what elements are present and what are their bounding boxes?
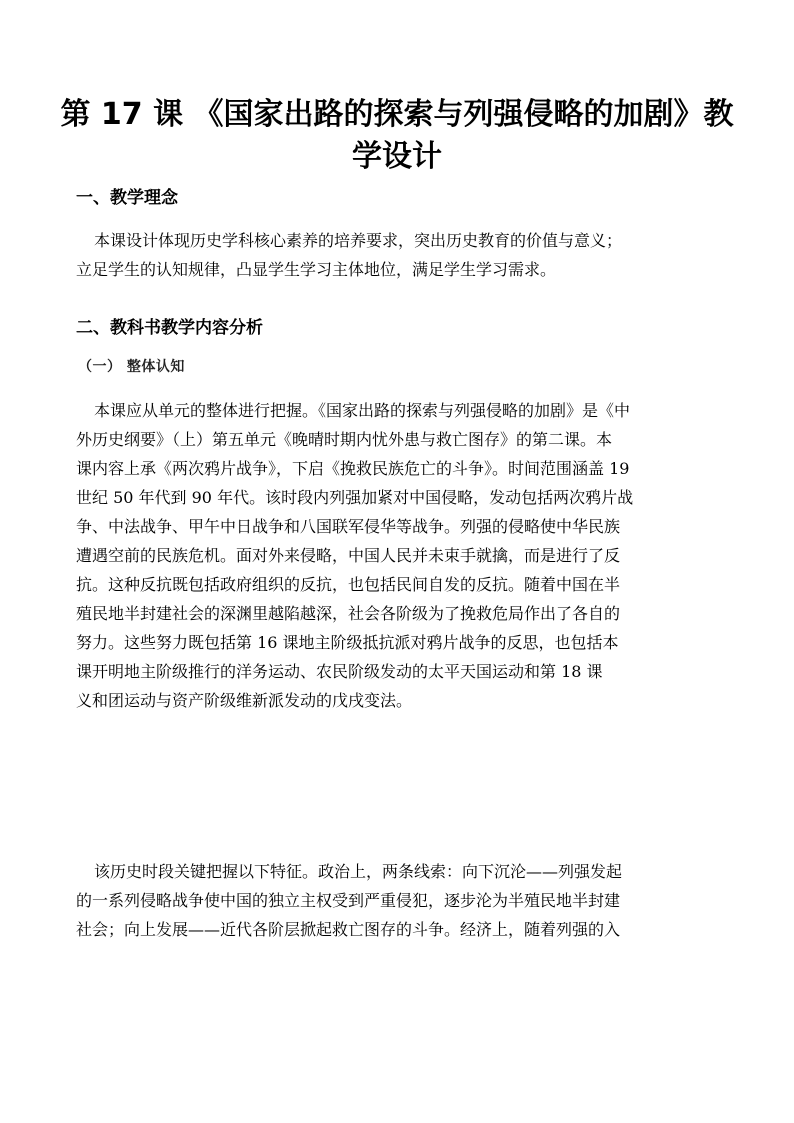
paragraph-line: 抗。这种反抗既包括政府组织的反抗，也包括民间自发的反抗。随着中国在半	[76, 575, 621, 594]
paragraph-line: 本课应从单元的整体进行把握。《国家出路的探索与列强侵略的加剧》是《中	[94, 401, 631, 420]
paragraph-line: 该历史时段关键把握以下特征。政治上，两条线索：向下沉沦——列强发起	[94, 862, 623, 881]
overall-cognition-paragraph-1	[76, 396, 716, 715]
teaching-philosophy-paragraph	[76, 226, 716, 284]
overall-cognition-paragraph-2	[76, 857, 716, 944]
paragraph-line: 课内容上承《两次鸦片战争》，下启《挽救民族危亡的斗争》。时间范围涵盖 19	[76, 459, 630, 478]
paragraph-line: 世纪 50 年代到 90 年代。该时段内列强加紧对中国侵略，发动包括两次鸦片战	[76, 488, 634, 507]
document-title	[60, 94, 734, 178]
paragraph-line: 努力。这些努力既包括第 16 课地主阶级抵抗派对鸦片战争的反思，也包括本	[76, 633, 619, 652]
paragraph-line: 课开明地主阶级推行的洋务运动、农民阶级发动的太平天国运动和第 18 课	[76, 662, 603, 681]
title-line-1: 第 17 课 《国家出路的探索与列强侵略的加剧》教	[60, 97, 734, 132]
section-heading-teaching-philosophy: 一、教学理念	[76, 188, 178, 208]
paragraph-line: 义和团运动与资产阶级维新派发动的戊戌变法。	[76, 691, 413, 710]
paragraph-line: 外历史纲要》（上）第五单元《晚晴时期内忧外患与救亡图存》的第二课。本	[76, 430, 613, 449]
paragraph-line: 立足学生的认知规律，凸显学生学习主体地位，满足学生学习需求。	[76, 260, 557, 279]
paragraph-line: 殖民地半封建社会的深渊里越陷越深，社会各阶级为了挽救危局作出了各自的	[76, 604, 621, 623]
paragraph-line: 本课设计体现历史学科核心素养的培养要求，突出历史教育的价值与意义；	[94, 231, 623, 250]
subsection-heading-overall-cognition: （一） 整体认知	[78, 359, 185, 375]
paragraph-line: 的一系列侵略战争使中国的独立主权受到严重侵犯，逐步沦为半殖民地半封建	[76, 891, 621, 910]
title-line-2: 学设计	[352, 139, 442, 174]
paragraph-line: 争、中法战争、甲午中日战争和八国联军侵华等战争。列强的侵略使中华民族	[76, 517, 621, 536]
paragraph-line: 遭遇空前的民族危机。面对外来侵略，中国人民并未束手就擒，而是进行了反	[76, 546, 621, 565]
section-heading-content-analysis: 二、教科书教学内容分析	[76, 318, 263, 338]
paragraph-line: 社会；向上发展——近代各阶层掀起救亡图存的斗争。经济上，随着列强的入	[76, 920, 621, 939]
